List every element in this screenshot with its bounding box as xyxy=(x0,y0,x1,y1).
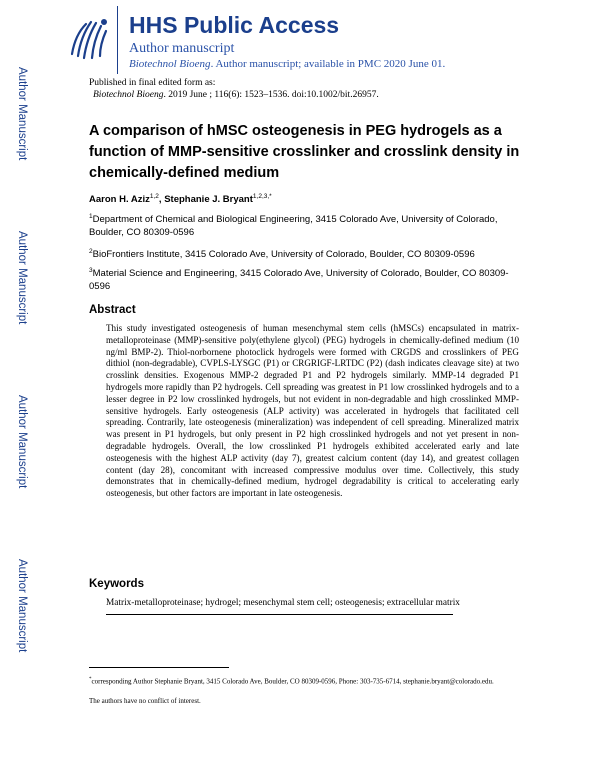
footnote-mark: * xyxy=(89,677,92,682)
side-label-1: Author Manuscript xyxy=(16,67,28,161)
availability-text: . Author manuscript; available in PMC 2020 June 01. xyxy=(210,58,446,70)
article-title: A comparison of hMSC osteogenesis in PEG hydrogels as a function of MMP-sensitive crosslinker and crosslink density in chemically-defined medium xyxy=(89,123,520,181)
corresponding-footnote xyxy=(89,675,519,686)
affiliation-text: Material Science and Engineering, 3415 Colorado Ave, University of Colorado, Boulder, CO 80309-0596 xyxy=(89,268,509,293)
hhs-title: HHS Public Access xyxy=(129,12,340,38)
author-affiliation-sup: 1,2 xyxy=(149,193,159,200)
header-divider xyxy=(117,6,118,74)
abstract-text: This study investigated osteogenesis of human mesenchymal stem cells (hMSCs) encapsulated in matrix-metalloproteinase (MMP)-sensitive poly(ethylene glycol) (PEG) hydrogels in chemically-defined medium (10 ng/ml BMP-2). Thiol-norbornene photoclick hydrogels were formed with CRGDS and crosslinkers of PEG dithiol (non-degradable), CVPLS-LYSGC (P1) or CRGRIGF-LRTDC (P2) (dash indicates cleavage site) at two crosslink densities. Exogenous MMP-2 degraded P1 and P2 hydrogels similarly. MMP-14 degraded P1 hydrogels more rapidly than P2 hydrogels. Cell spreading was greatest in P1 low crosslinked hydrogels and to a lesser degree in P2 low crosslinked hydrogels, but not evident in non-degradable and high crosslinked MMP-sensitive hydrogels. Early osteogenesis (ALP activity) was accelerated in hydrogels that facilitated cell spreading. Contrarily, late osteogenesis (mineralization) was independent of cell spreading. Mineralized matrix was present in P1 hydrogels, but only present in P2 high crosslinked hydrogels and not yet present in non-degradable hydrogels. Overall, the low crosslinked P1 hydrogels exhibited accelerated early and late osteogenesis with the highest ALP activity (day 7), greatest calcium content (day 14), and greatest collagen content (day 28), concomitant with increased compressive modulus over time. Collectively, this study demonstrates that in chemically-defined medium, hydrogel degradability is critical to accelerating early osteogenesis, but other factors are important in late osteogenesis. xyxy=(106,323,519,499)
manuscript-label: Author manuscript xyxy=(129,41,235,56)
keywords-text: Matrix-metalloproteinase; hydrogel; mesenchymal stem cell; osteogenesis; extracellular matrix xyxy=(106,598,460,608)
citation-details: . 2019 June ; 116(6): 1523–1536. doi:10.1002/bit.26957. xyxy=(163,90,379,100)
keywords-heading: Keywords xyxy=(89,578,144,590)
citation xyxy=(93,90,379,100)
side-label-2: Author Manuscript xyxy=(16,231,28,325)
journal-name: Biotechnol Bioeng xyxy=(129,58,211,70)
affiliation-sup: 1 xyxy=(89,213,93,220)
conflict-footnote: The authors have no conflict of interest. xyxy=(89,697,201,705)
author-name: Aaron H. Aziz xyxy=(89,194,150,206)
footnote-rule xyxy=(89,667,229,668)
author-affiliation-sup: 1,2,3,* xyxy=(252,193,272,200)
author-separator: , xyxy=(158,194,165,206)
author-name: Stephanie J. Bryant xyxy=(164,194,253,206)
author-list xyxy=(89,193,272,205)
affiliation-sup: 2 xyxy=(89,248,93,255)
abstract-heading: Abstract xyxy=(89,304,136,316)
affiliation-text: BioFrontiers Institute, 3415 Colorado Ave, University of Colorado, Boulder, CO 80309-0596 xyxy=(92,249,475,261)
citation-journal: Biotechnol Bioeng xyxy=(93,90,164,100)
affiliation-3 xyxy=(89,264,521,293)
affiliation-1 xyxy=(89,210,521,239)
affiliation-sup: 3 xyxy=(89,267,93,274)
journal-availability xyxy=(129,58,445,70)
published-label: Published in final edited form as: xyxy=(89,78,216,88)
side-label-4: Author Manuscript xyxy=(16,559,28,653)
affiliation-2 xyxy=(89,245,521,261)
hhs-eagle-logo xyxy=(66,14,114,64)
side-label-3: Author Manuscript xyxy=(16,395,28,489)
footnote-text: corresponding Author Stephanie Bryant, 3415 Colorado Ave, Boulder, CO 80309-0596, Phone: 303-735-6714, stephanie.bryant@colorado.edu. xyxy=(91,677,494,686)
keywords-rule xyxy=(106,614,453,615)
affiliation-text: Department of Chemical and Biological Engineering, 3415 Colorado Ave, University of Colorado, Boulder, CO 80309-0596 xyxy=(89,214,498,239)
